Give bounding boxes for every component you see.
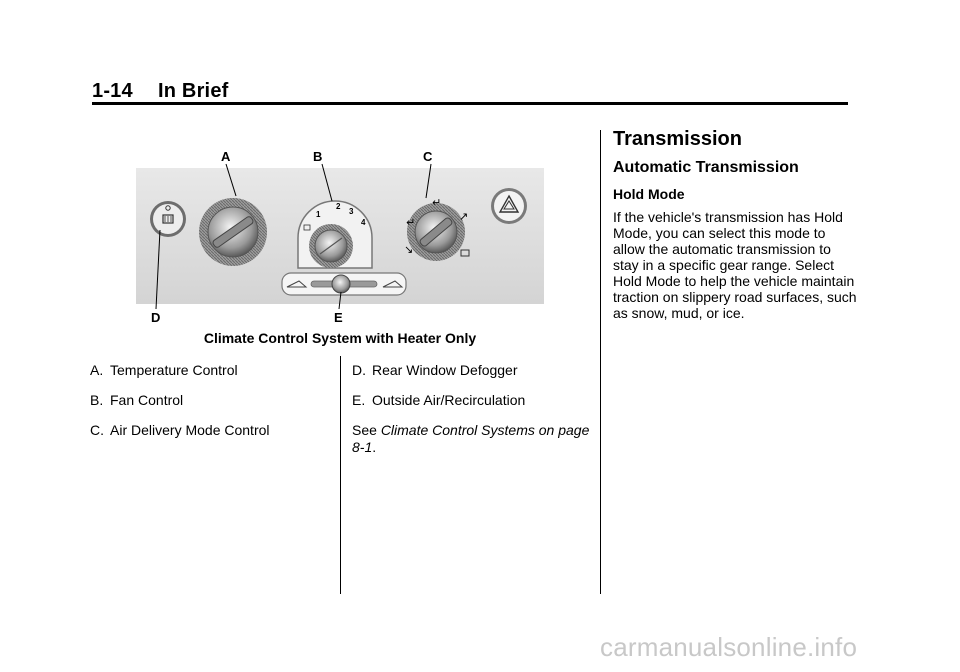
legend-item-c	[90, 422, 330, 439]
rear-defogger-button[interactable]	[150, 201, 186, 237]
climate-control-illustration	[136, 146, 544, 324]
hazard-warning-button[interactable]	[491, 188, 527, 224]
column-divider-right	[600, 130, 601, 594]
legend-text: Air Delivery Mode Control	[110, 422, 270, 438]
callout-e: E	[334, 310, 343, 324]
legend-list-left	[90, 362, 330, 452]
fan-speed-1: 1	[316, 210, 321, 219]
legend-text: Temperature Control	[110, 362, 238, 378]
hold-mode-body: If the vehicle's transmission has Hold Mode, you can select this mode to allow the automatic transmission to stay in a specific gear range. Select Hold Mode to help the vehicle maintain traction on slippery road surfaces, such as snow, mud, or ice.	[613, 209, 857, 321]
column-divider-left	[340, 356, 341, 594]
legend-item-b	[90, 392, 330, 409]
legend-letter: C.	[90, 422, 104, 438]
legend-list-right	[352, 362, 592, 456]
fan-speed-2: 2	[336, 202, 341, 211]
legend-letter: E.	[352, 392, 366, 408]
see-suffix: .	[372, 439, 377, 455]
page-number: 1-14	[92, 80, 133, 102]
fan-control-knob[interactable]	[298, 201, 372, 268]
figure-caption: Climate Control System with Heater Only	[203, 330, 477, 346]
legend-text: Rear Window Defogger	[372, 362, 518, 378]
fan-speed-4: 4	[361, 218, 366, 227]
callout-b: B	[313, 149, 323, 164]
section-heading-transmission: Transmission	[613, 128, 742, 150]
floor-defrost-mode-icon: ↗	[459, 210, 469, 223]
header-rule	[92, 102, 848, 105]
callout-c: C	[423, 149, 433, 164]
legend-item-e	[352, 392, 592, 409]
legend-text: Outside Air/Recirculation	[372, 392, 526, 408]
bi-level-mode-icon: ↵	[406, 216, 416, 229]
slider-thumb[interactable]	[332, 275, 350, 293]
fan-speed-3: 3	[349, 207, 354, 216]
vent-mode-icon: ↵	[432, 196, 442, 209]
subheading-automatic-transmission: Automatic Transmission	[613, 159, 799, 176]
legend-text: Fan Control	[110, 392, 184, 408]
legend-letter: A.	[90, 362, 104, 378]
section-title: In Brief	[158, 80, 229, 102]
legend-letter: B.	[90, 392, 104, 408]
hold-mode-heading: Hold Mode	[613, 186, 685, 202]
see-prefix: See	[352, 422, 377, 438]
page-header	[92, 80, 229, 103]
temperature-control-knob[interactable]	[199, 198, 267, 266]
legend-item-d	[352, 362, 592, 379]
legend-letter: D.	[352, 362, 366, 378]
cross-reference-link[interactable]: Climate Control Systems on page 8-1	[352, 422, 590, 455]
floor-mode-icon: ↘	[404, 243, 414, 256]
watermark: carmanualsonline.info	[600, 632, 858, 662]
callout-d: D	[151, 310, 161, 324]
legend-item-a	[90, 362, 330, 379]
outside-air-recirculation-slider[interactable]	[282, 273, 406, 295]
callout-a: A	[221, 149, 231, 164]
climate-control-figure	[136, 146, 544, 324]
see-reference	[352, 422, 592, 456]
